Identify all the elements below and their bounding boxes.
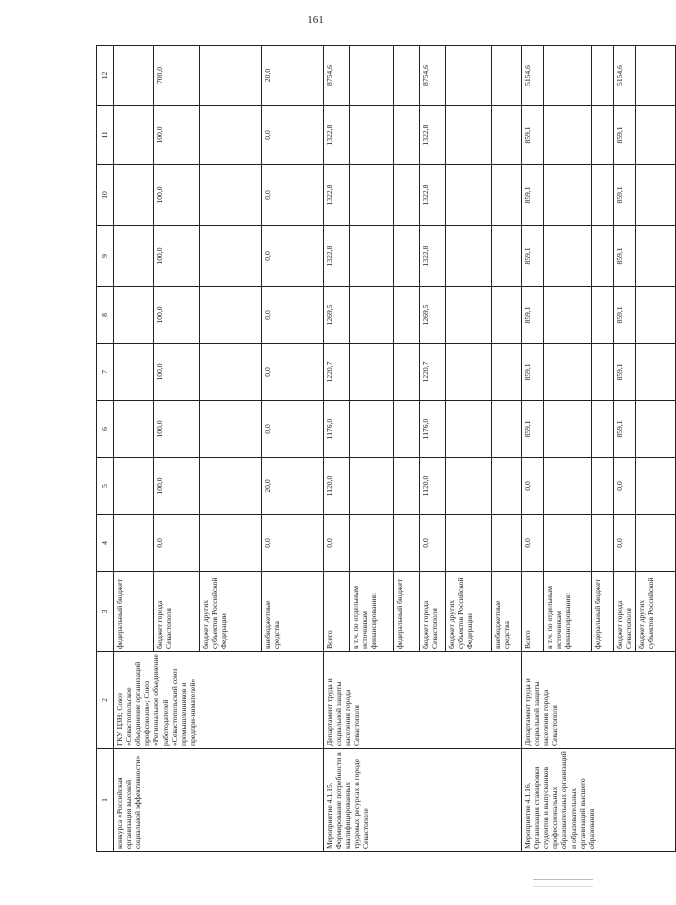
value-cell xyxy=(350,458,394,515)
value-cell: 1120,0 xyxy=(324,458,350,515)
value-cell xyxy=(394,458,420,515)
value-cell: 8754,6 xyxy=(420,46,446,106)
value-cell: 859,1 xyxy=(522,287,544,344)
value-cell xyxy=(544,515,592,572)
value-cell xyxy=(636,401,676,458)
value-cell: 1322,8 xyxy=(420,106,446,165)
column-number-row xyxy=(97,46,114,852)
value-cell xyxy=(592,46,614,106)
value-cell xyxy=(592,226,614,287)
value-cell xyxy=(114,515,154,572)
value-cell xyxy=(544,46,592,106)
funding-source-cell: бюджет города Севастополя xyxy=(614,572,636,652)
column-number: 8 xyxy=(97,287,114,344)
value-cell: 1322,8 xyxy=(420,165,446,226)
value-cell xyxy=(636,46,676,106)
funding-source-cell: федеральный бюджет xyxy=(592,572,614,652)
column-number: 7 xyxy=(97,344,114,401)
executor-cell: Департамент труда и социальной защиты населения города Севастополя xyxy=(324,652,522,749)
value-cell xyxy=(592,458,614,515)
funding-source-cell: федеральный бюджет xyxy=(394,572,420,652)
value-cell xyxy=(544,401,592,458)
value-cell xyxy=(394,515,420,572)
value-cell xyxy=(394,344,420,401)
value-cell: 0,0 xyxy=(262,226,324,287)
value-cell xyxy=(592,287,614,344)
value-cell xyxy=(446,287,492,344)
value-cell: 859,1 xyxy=(522,344,544,401)
value-cell xyxy=(636,344,676,401)
value-cell xyxy=(492,287,522,344)
value-cell: 0,0 xyxy=(614,515,636,572)
column-number: 9 xyxy=(97,226,114,287)
value-cell xyxy=(114,226,154,287)
value-cell: 1269,5 xyxy=(324,287,350,344)
value-cell: 20,0 xyxy=(262,458,324,515)
value-cell: 0,0 xyxy=(262,515,324,572)
value-cell: 8754,6 xyxy=(324,46,350,106)
measure-name-cell: конкурса «Российская организация высокой социальной эффективности» xyxy=(114,749,324,852)
value-cell: 100,0 xyxy=(154,106,200,165)
value-cell xyxy=(492,344,522,401)
value-cell: 0,0 xyxy=(614,458,636,515)
value-cell xyxy=(350,401,394,458)
value-cell: 0,0 xyxy=(324,515,350,572)
value-cell xyxy=(544,344,592,401)
value-cell xyxy=(446,515,492,572)
value-cell: 1176,0 xyxy=(324,401,350,458)
column-number: 5 xyxy=(97,458,114,515)
value-cell xyxy=(114,344,154,401)
value-cell xyxy=(200,106,262,165)
value-cell xyxy=(200,165,262,226)
value-cell xyxy=(446,458,492,515)
value-cell: 100,0 xyxy=(154,165,200,226)
value-cell xyxy=(114,46,154,106)
value-cell xyxy=(114,106,154,165)
value-cell xyxy=(544,165,592,226)
value-cell xyxy=(200,458,262,515)
value-cell xyxy=(592,106,614,165)
value-cell: 1322,8 xyxy=(324,226,350,287)
value-cell: 0,0 xyxy=(262,344,324,401)
footer-mark xyxy=(533,879,593,887)
value-cell xyxy=(446,226,492,287)
measure-name-cell: Мероприятие 4.1.15. Формирование потребности в квалифицированных трудовых ресурсах в городе Севастополе xyxy=(324,749,522,852)
value-cell xyxy=(350,226,394,287)
funding-source-cell: бюджет города Севастополя xyxy=(154,572,200,652)
value-cell xyxy=(544,106,592,165)
value-cell: 100,0 xyxy=(154,226,200,287)
value-cell xyxy=(592,344,614,401)
value-cell: 0,0 xyxy=(154,515,200,572)
value-cell xyxy=(636,165,676,226)
value-cell: 0,0 xyxy=(420,515,446,572)
funding-source-cell: федеральный бюджет xyxy=(114,572,154,652)
value-cell: 859,1 xyxy=(614,165,636,226)
funding-source-cell: внебюджетные средства xyxy=(262,572,324,652)
value-cell xyxy=(114,401,154,458)
value-cell xyxy=(636,515,676,572)
value-cell xyxy=(636,458,676,515)
value-cell xyxy=(114,165,154,226)
value-cell xyxy=(394,165,420,226)
value-cell xyxy=(492,165,522,226)
value-cell xyxy=(114,458,154,515)
rotated-table-container xyxy=(96,46,656,852)
value-cell: 100,0 xyxy=(154,344,200,401)
column-number: 6 xyxy=(97,401,114,458)
value-cell xyxy=(114,287,154,344)
value-cell xyxy=(592,401,614,458)
value-cell: 1176,0 xyxy=(420,401,446,458)
column-number: 4 xyxy=(97,515,114,572)
value-cell xyxy=(350,165,394,226)
value-cell xyxy=(592,165,614,226)
page-number: 161 xyxy=(307,14,324,26)
value-cell xyxy=(446,46,492,106)
funding-source-cell: в т.ч. по отдельным источникам финансирования: xyxy=(544,572,592,652)
value-cell: 0,0 xyxy=(522,458,544,515)
value-cell: 1322,8 xyxy=(324,165,350,226)
funding-source-cell: Всего xyxy=(522,572,544,652)
budget-table xyxy=(96,45,676,852)
value-cell: 0,0 xyxy=(262,165,324,226)
column-number: 10 xyxy=(97,165,114,226)
value-cell: 100,0 xyxy=(154,401,200,458)
value-cell xyxy=(350,287,394,344)
value-cell: 1120,0 xyxy=(420,458,446,515)
funding-source-cell: бюджет других субъектов Российской xyxy=(636,572,676,652)
value-cell xyxy=(492,226,522,287)
executor-cell: ГКУ ЦЗН; Союз «Севастопольское объединение организаций профсоюзов»; Союз «Региональное объединение работодателей «Севастопольский союз промышленников и предпри-нимателей» xyxy=(114,652,324,749)
value-cell xyxy=(200,287,262,344)
value-cell: 859,1 xyxy=(614,226,636,287)
value-cell: 5154,6 xyxy=(614,46,636,106)
funding-source-cell: бюджет других субъектов Российской Федерации xyxy=(200,572,262,652)
value-cell xyxy=(492,515,522,572)
value-cell xyxy=(394,401,420,458)
value-cell xyxy=(592,515,614,572)
value-cell: 859,1 xyxy=(614,287,636,344)
value-cell: 859,1 xyxy=(522,401,544,458)
column-number: 12 xyxy=(97,46,114,106)
value-cell xyxy=(492,401,522,458)
value-cell xyxy=(200,226,262,287)
value-cell xyxy=(446,401,492,458)
value-cell xyxy=(394,226,420,287)
value-cell: 1220,7 xyxy=(420,344,446,401)
value-cell xyxy=(394,106,420,165)
funding-source-cell: бюджет города Севастополя xyxy=(420,572,446,652)
funding-source-cell: Всего xyxy=(324,572,350,652)
value-cell: 0,0 xyxy=(262,106,324,165)
value-cell xyxy=(446,165,492,226)
value-cell xyxy=(446,106,492,165)
table-row xyxy=(324,46,350,852)
column-number: 11 xyxy=(97,106,114,165)
value-cell xyxy=(350,344,394,401)
column-number: 1 xyxy=(97,749,114,852)
value-cell xyxy=(636,226,676,287)
value-cell: 859,1 xyxy=(522,226,544,287)
value-cell: 5154,6 xyxy=(522,46,544,106)
value-cell xyxy=(200,515,262,572)
value-cell: 0,0 xyxy=(522,515,544,572)
value-cell: 859,1 xyxy=(614,106,636,165)
value-cell: 20,0 xyxy=(262,46,324,106)
value-cell xyxy=(446,344,492,401)
value-cell xyxy=(544,458,592,515)
value-cell: 700,0 xyxy=(154,46,200,106)
value-cell: 1269,5 xyxy=(420,287,446,344)
value-cell xyxy=(544,287,592,344)
value-cell xyxy=(350,106,394,165)
value-cell xyxy=(636,106,676,165)
measure-name-cell: Мероприятие 4.1.16. Организация стажировки студентов и выпускников профессиональных образовательных организаций и образовательных организаций высшего образования xyxy=(522,749,676,852)
value-cell xyxy=(350,515,394,572)
column-number: 2 xyxy=(97,652,114,749)
value-cell xyxy=(492,458,522,515)
value-cell xyxy=(350,46,394,106)
value-cell xyxy=(492,106,522,165)
value-cell xyxy=(492,46,522,106)
value-cell xyxy=(394,287,420,344)
value-cell: 1322,8 xyxy=(324,106,350,165)
value-cell xyxy=(200,401,262,458)
value-cell: 1322,8 xyxy=(420,226,446,287)
funding-source-cell: бюджет других субъектов Российской Федерации xyxy=(446,572,492,652)
table-row xyxy=(114,46,154,852)
value-cell: 100,0 xyxy=(154,287,200,344)
value-cell: 859,1 xyxy=(522,106,544,165)
column-number: 3 xyxy=(97,572,114,652)
funding-source-cell: в т.ч. по отдельным источникам финансирования: xyxy=(350,572,394,652)
value-cell: 859,1 xyxy=(522,165,544,226)
value-cell: 0,0 xyxy=(262,287,324,344)
value-cell xyxy=(394,46,420,106)
table-row xyxy=(522,46,544,852)
value-cell xyxy=(636,287,676,344)
value-cell: 859,1 xyxy=(614,344,636,401)
value-cell xyxy=(200,344,262,401)
value-cell: 100,0 xyxy=(154,458,200,515)
funding-source-cell: внебюджетные средства xyxy=(492,572,522,652)
value-cell xyxy=(544,226,592,287)
value-cell: 0,0 xyxy=(262,401,324,458)
value-cell xyxy=(200,46,262,106)
value-cell: 1220,7 xyxy=(324,344,350,401)
executor-cell: Департамент труда и социальной защиты населения города Севастополя xyxy=(522,652,676,749)
value-cell: 859,1 xyxy=(614,401,636,458)
